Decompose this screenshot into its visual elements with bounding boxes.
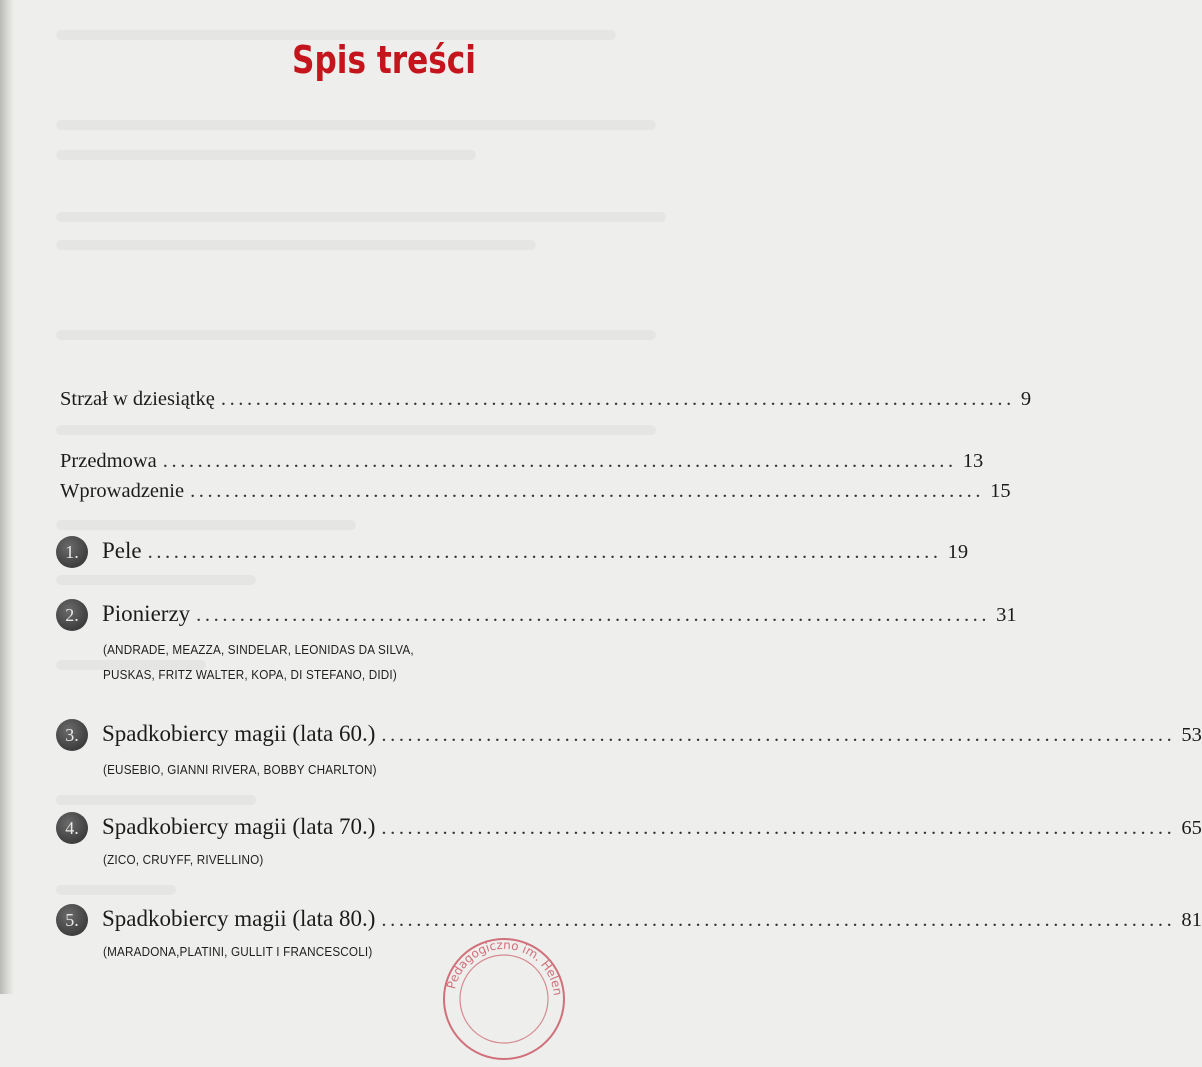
chapter-number-badge: 3. [56, 719, 88, 751]
toc-entry-page: 13 [962, 450, 984, 472]
chapter-title: Spadkobiercy magii (lata 70.) [102, 814, 376, 839]
chapter-subtitle: PUSKAS, FRITZ WALTER, KOPA, DI STEFANO, DIDI) [103, 667, 397, 682]
chapter-entry[interactable] [56, 810, 1202, 844]
toc-entry-label: Wprowadzenie [60, 480, 185, 502]
chapter-page: 65 [1181, 817, 1202, 839]
chapter-subtitle: (ZICO, CRUYFF, RIVELLINO) [103, 852, 264, 867]
chapter-number-badge: 4. [56, 812, 88, 844]
chapter-page: 53 [1181, 724, 1202, 746]
dot-leader: ........................................................................................... [196, 604, 991, 626]
toc-entry[interactable] [60, 480, 1011, 510]
chapter-entry[interactable] [56, 902, 1202, 936]
chapter-entry[interactable] [56, 597, 1017, 631]
chapter-number-badge: 5. [56, 904, 88, 936]
stamp-seal-icon [440, 935, 568, 1063]
chapter-subtitle: (MARADONA,PLATINI, GULLIT I FRANCESCOLI) [103, 944, 373, 959]
toc-entry[interactable] [60, 450, 984, 480]
toc-entry-page: 15 [990, 480, 1011, 502]
chapter-subtitle: (EUSEBIO, GIANNI RIVERA, BOBBY CHARLTON) [103, 762, 377, 777]
toc-entry-label: Przedmowa [60, 450, 157, 472]
dot-leader: ........................................................................................... [162, 450, 957, 472]
chapter-page: 19 [947, 541, 969, 563]
page-binding-edge [0, 0, 14, 994]
chapter-subtitle: (ANDRADE, MEAZZA, SINDELAR, LEONIDAS DA SILVA, [103, 642, 414, 657]
chapter-number-badge: 2. [56, 599, 88, 631]
toc-entry-page: 9 [1020, 388, 1032, 410]
chapter-entry[interactable] [56, 534, 969, 568]
dot-leader: ........................................................................................... [190, 480, 985, 502]
dot-leader: ........................................................................................... [147, 541, 942, 563]
dot-leader: ........................................................................................... [220, 388, 1015, 410]
toc-entry[interactable] [60, 388, 1032, 418]
dot-leader: ........................................................................................... [381, 909, 1176, 931]
chapter-title: Spadkobiercy magii (lata 80.) [102, 906, 376, 931]
svg-text:Pedagogiczno im. Helen: Pedagogiczno im. Helen [444, 937, 565, 997]
chapter-entry[interactable] [56, 717, 1202, 751]
page-title: Spis treści [292, 38, 476, 82]
chapter-page: 81 [1181, 909, 1202, 931]
chapter-page: 31 [996, 604, 1017, 626]
library-stamp [440, 935, 568, 997]
chapter-title: Pele [102, 538, 142, 563]
chapter-number-badge: 1. [56, 536, 88, 568]
chapter-title: Spadkobiercy magii (lata 60.) [102, 721, 376, 746]
dot-leader: ........................................................................................... [381, 724, 1176, 746]
toc-entry-label: Strzał w dziesiątkę [60, 388, 215, 410]
dot-leader: ........................................................................................... [381, 817, 1176, 839]
chapter-title: Pionierzy [102, 601, 191, 626]
